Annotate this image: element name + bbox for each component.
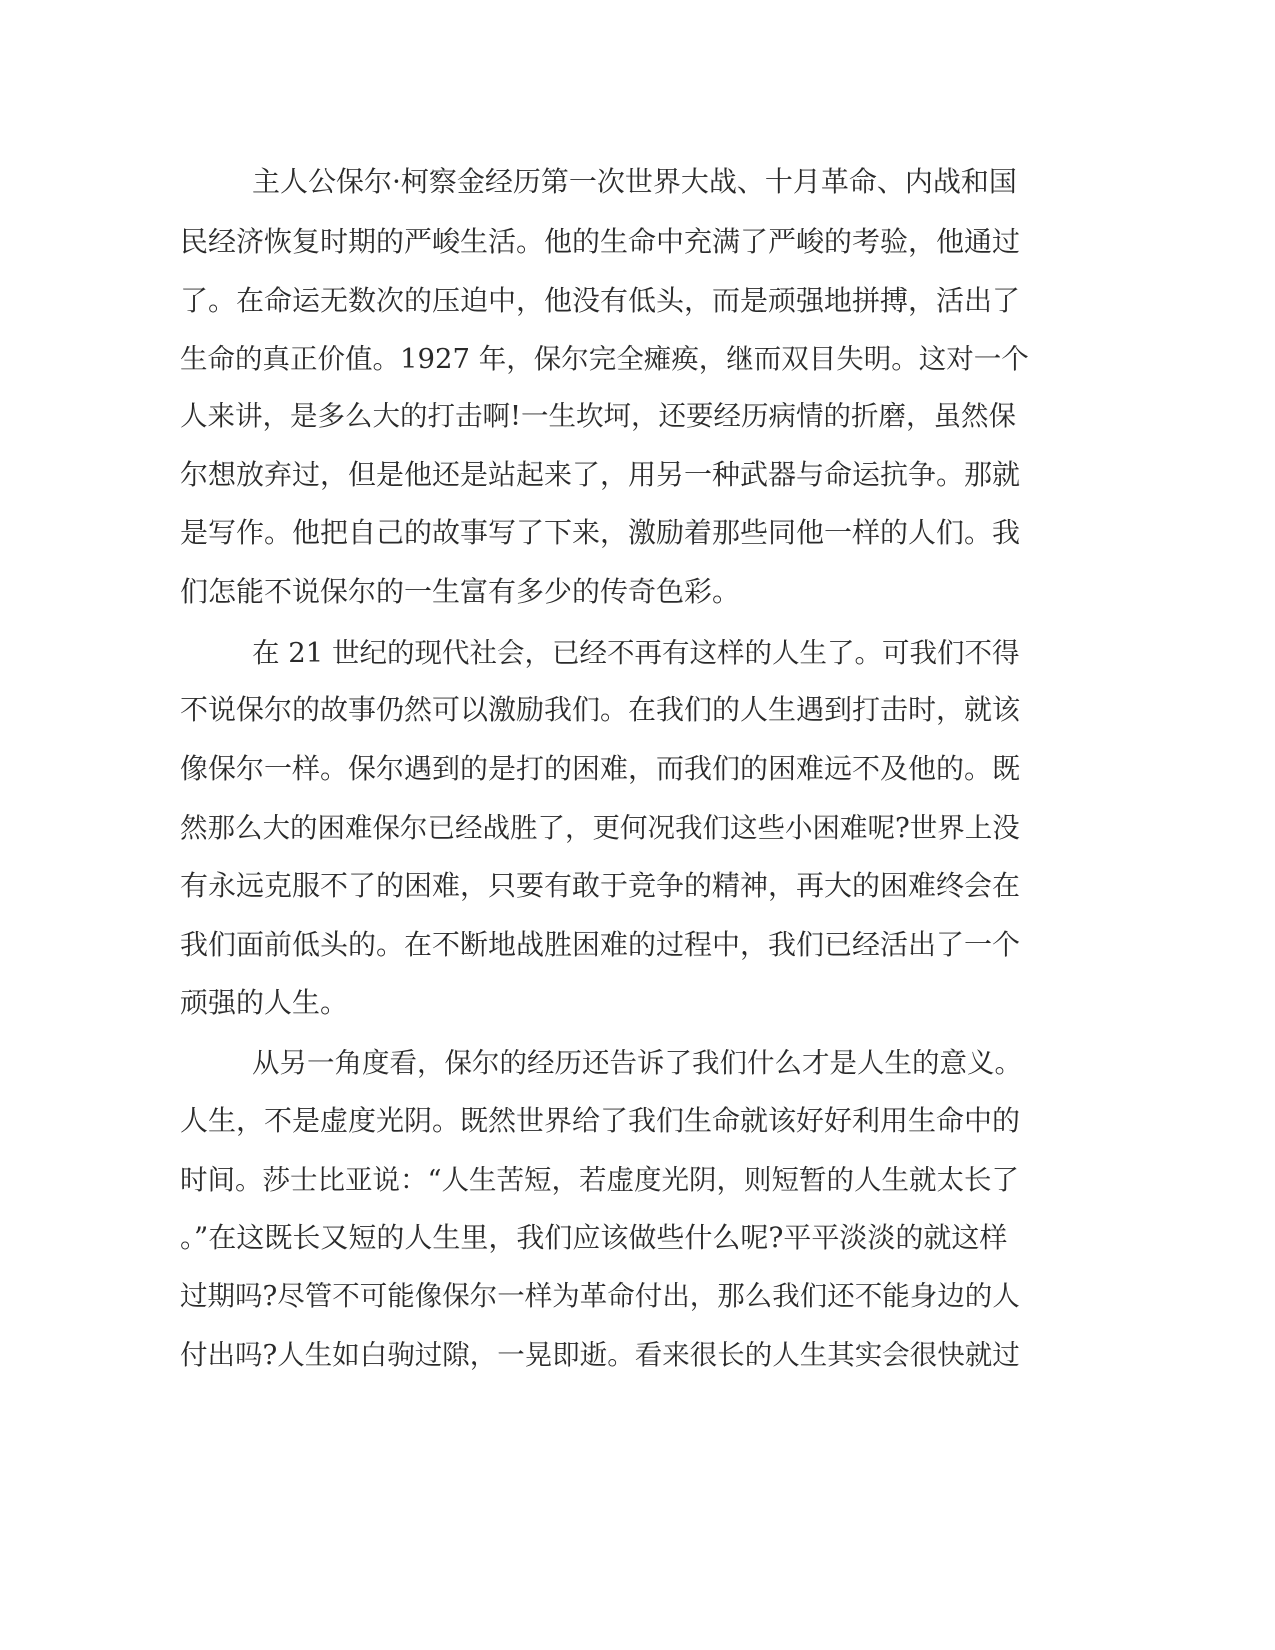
- paragraph-1-line-3: 了。在命运无数次的压迫中，他没有低头，而是顽强地拼搏，活出了: [180, 284, 1021, 317]
- paragraph-3-line-4: 。”在这既长又短的人生里，我们应该做些什么呢?平平淡淡的就这样: [180, 1221, 1008, 1254]
- paragraph-3-line-3: 时间。莎士比亚说：“人生苦短，若虚度光阴，则短暂的人生就太长了: [180, 1164, 1020, 1196]
- paragraph-1-line-2: 民经济恢复时期的严峻生活。他的生命中充满了严峻的考验，他通过: [180, 225, 1021, 258]
- paragraph-1-line-5: 人来讲，是多么大的打击啊!一生坎坷，还要经历病情的折磨，虽然保: [180, 400, 1017, 432]
- paragraph-2-line-3: 像保尔一样。保尔遇到的是打的困难，而我们的困难远不及他的。既: [180, 752, 1021, 785]
- paragraph-2-line-2: 不说保尔的故事仍然可以激励我们。在我们的人生遇到打击时，就该: [180, 693, 1021, 726]
- paragraph-2-line-5: 有永远克服不了的困难，只要有敢于竞争的精神，再大的困难终会在: [180, 869, 1021, 902]
- paragraph-2-line-1: 在 21 世纪的现代社会，已经不再有这样的人生了。可我们不得: [252, 637, 1020, 669]
- paragraph-3-line-2: 人生，不是虚度光阴。既然世界给了我们生命就该好好利用生命中的: [180, 1104, 1021, 1137]
- paragraph-2-line-4: 然那么大的困难保尔已经战胜了，更何况我们这些小困难呢?世界上没: [180, 812, 1020, 844]
- paragraph-1-line-1: 主人公保尔·柯察金经历第一次世界大战、十月革命、内战和国: [252, 165, 1017, 198]
- paragraph-2-line-7: 顽强的人生。: [180, 986, 349, 1019]
- paragraph-1-line-6: 尔想放弃过，但是他还是站起来了，用另一种武器与命运抗争。那就: [180, 458, 1021, 491]
- paragraph-3-line-5: 过期吗?尽管不可能像保尔一样为革命付出，那么我们还不能身边的人: [180, 1280, 1020, 1312]
- paragraph-3-line-1: 从另一角度看，保尔的经历还告诉了我们什么才是人生的意义。: [252, 1047, 1022, 1079]
- paragraph-1-line-8: 们怎能不说保尔的一生富有多少的传奇色彩。: [180, 575, 741, 608]
- paragraph-1-line-4: 生命的真正价值。1927 年，保尔完全瘫痪，继而双目失明。这对一个: [180, 343, 1029, 375]
- paragraph-3-line-6: 付出吗?人生如白驹过隙，一晃即逝。看来很长的人生其实会很快就过: [180, 1339, 1020, 1371]
- paragraph-2-line-6: 我们面前低头的。在不断地战胜困难的过程中，我们已经活出了一个: [180, 928, 1021, 961]
- paragraph-1-line-7: 是写作。他把自己的故事写了下来，激励着那些同他一样的人们。我: [180, 516, 1021, 549]
